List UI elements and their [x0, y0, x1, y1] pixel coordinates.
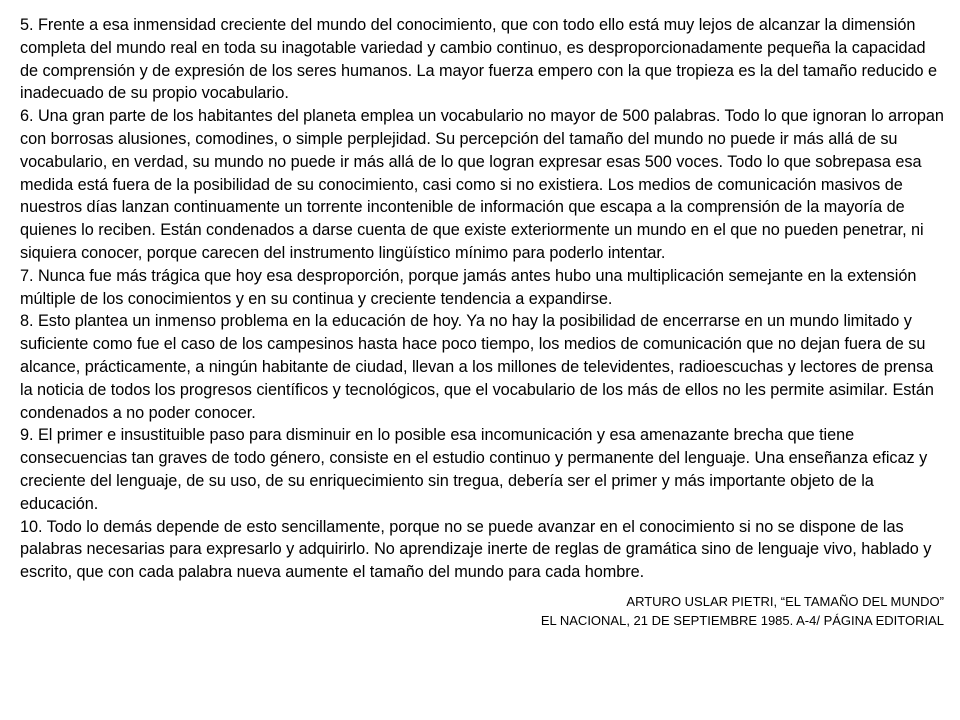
paragraph-10: 10. Todo lo demás depende de esto sencillamente, porque no se puede avanzar en el conocimiento si no se dispone de las palabras necesarias para expresarlo y adquirirlo. No aprendizaje inerte de reglas de gramática sino de lenguaje vivo, hablado y escrito, que con cada palabra nueva aumente el tamaño del mundo para cada hombre.	[20, 517, 932, 582]
source-citation	[20, 592, 944, 630]
paragraph-9: 9. El primer e insustituible paso para disminuir en lo posible esa incomunicación y esa amenazante brecha que tiene consecuencias tan graves de todo género, consiste en el estudio continuo y permanente del lenguaje. Una enseñanza eficaz y creciente del lenguaje, de su uso, de su enriquecimiento sin tregua, debería ser el primer y más importante objeto de la educación.	[20, 426, 928, 513]
source-author-line: ARTURO USLAR PIETRI, “EL TAMAÑO DEL MUNDO”	[626, 593, 944, 609]
paragraph-5: 5. Frente a esa inmensidad creciente del mundo del conocimiento, que con todo ello está muy lejos de alcanzar la dimensión completa del mundo real en toda su inagotable variedad y cambio continuo, es desproporcionadamente pequeña la capacidad de comprensión y de expresión de los seres humanos. La mayor fuerza empero con la que tropieza es la del tamaño reducido e inadecuado de su propio vocabulario.	[20, 16, 938, 103]
body-text	[20, 14, 944, 584]
paragraph-8: 8. Esto plantea un inmenso problema en la educación de hoy. Ya no hay la posibilidad de encerrarse en un mundo limitado y suficiente como fue el caso de los campesinos hasta hace poco tiempo, los medios de comunicación que no dejan fuera de su alcance, prácticamente, a ningún habitante de ciudad, llevan a los millones de televidentes, radioescuchas y lectores de prensa la noticia de todos los progresos científicos y tecnológicos, que el vocabulario de los más de ellos no les permite asimilar. Están condenados a no poder conocer.	[20, 312, 934, 422]
document-page	[20, 14, 944, 630]
paragraph-7: 7. Nunca fue más trágica que hoy esa desproporción, porque jamás antes hubo una multiplicación semejante en la extensión múltiple de los conocimientos y en su continua y creciente tendencia a expandirse.	[20, 266, 917, 308]
paragraph-6: 6. Una gran parte de los habitantes del planeta emplea un vocabulario no mayor de 500 palabras. Todo lo que ignoran lo arropan con borrosas alusiones, comodines, o simple perplejidad. Su percepción del tamaño del mundo no puede ir más allá de su vocabulario, en verdad, su mundo no puede ir más allá de lo que logran expresar esas 500 voces. Todo lo que sobrepasa esa medida está fuera de la posibilidad de su conocimiento, casi como si no existiera. Los medios de comunicación masivos de nuestros días lanzan continuamente un torrente incontenible de información que escapa a la comprensión de la mayoría de quienes lo reciben. Están condenados a darse cuenta de que existe exteriormente un mundo en el que no pueden penetrar, ni siquiera conocer, porque carecen del instrumento lingüístico mínimo para poderlo intentar.	[20, 107, 944, 262]
source-publication-line: EL NACIONAL, 21 DE SEPTIEMBRE 1985. A-4/ PÁGINA EDITORIAL	[540, 612, 944, 628]
